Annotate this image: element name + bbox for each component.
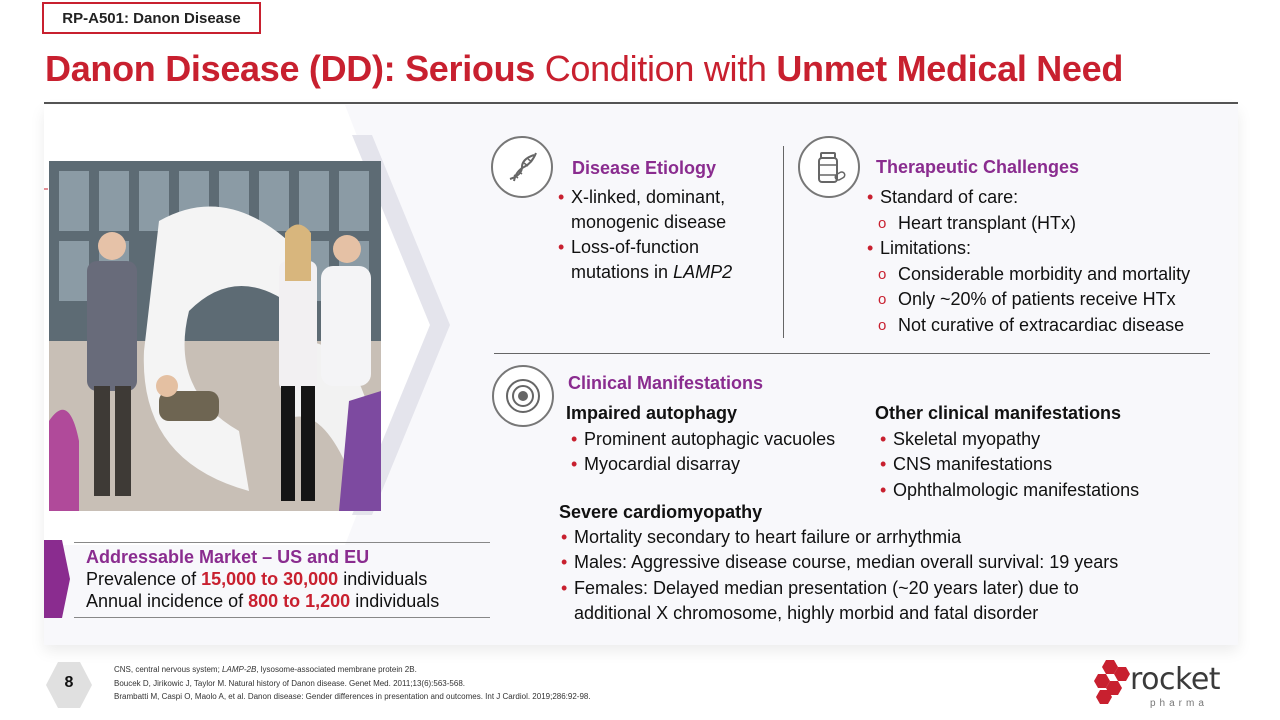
dna-icon [491,136,553,198]
medicine-bottle-icon [798,136,860,198]
autophagy-item-2: • Myocardial disarray [584,452,740,477]
market-chevron [44,540,74,618]
footnote-ref-2: Brambatti M, Caspi O, Maolo A, et al. Danon disease: Gender differences in presentation and outcomes. Int J Cardiol. 2019;286:92-98. [114,692,591,701]
cardio-item-2: • Males: Aggressive disease course, median overall survival: 19 years [574,550,1118,575]
slide-title: Danon Disease (DD): Serious Condition with Unmet Medical Need [45,48,1124,89]
therapeutic-sub-2: o Considerable morbidity and mortality [898,262,1190,287]
logo-subtitle: pharma [1150,698,1208,709]
etiology-heading: Disease Etiology [572,158,717,178]
footnote-abbrev: CNS, central nervous system; LAMP-2B, lysosome-associated membrane protein 2B. [114,665,417,674]
market-heading: Addressable Market – US and EU [86,547,370,567]
vertical-divider [783,146,784,338]
page-number: 8 [64,674,74,691]
addressable-market-box [44,540,447,618]
other-item-3: • Ophthalmologic manifestations [893,478,1139,503]
cardio-item-3-cont: additional X chromosome, highly morbid and fatal disorder [574,603,1039,623]
other-item-2: • CNS manifestations [893,452,1052,477]
therapeutic-sub-1: o Heart transplant (HTx) [898,211,1076,236]
therapeutic-sub-3: o Only ~20% of patients receive HTx [898,287,1176,312]
patient-photo [49,161,381,511]
target-icon [492,365,554,427]
logo-wordmark: rocket [1130,662,1221,697]
patient-photo-illustration [49,161,381,511]
page-number-badge [44,660,94,710]
hexagon-logo-icon [1094,658,1134,708]
rocket-pharma-logo [1094,656,1224,712]
horizontal-divider [494,353,1210,354]
autophagy-item-1: • Prominent autophagic vacuoles [584,427,835,452]
market-prevalence: Prevalence of 15,000 to 30,000 individuals [86,569,428,589]
therapeutic-heading: Therapeutic Challenges [876,157,1080,177]
market-rule-bottom [74,617,490,618]
etiology-bullet-2: • Loss-of-function [571,235,699,260]
cardio-item-1: • Mortality secondary to heart failure or arrhythmia [574,525,961,550]
market-rule-top [74,542,490,543]
etiology-bullet-1: • X-linked, dominant, [571,185,725,210]
therapeutic-bullet-2: • Limitations: [880,236,971,261]
clinical-heading: Clinical Manifestations [568,373,764,393]
other-manifestations-heading: Other clinical manifestations [875,403,1122,423]
etiology-bullet-2-cont: mutations in LAMP2 [571,262,733,282]
therapeutic-sub-4: o Not curative of extracardiac disease [898,313,1184,338]
market-incidence: Annual incidence of 800 to 1,200 individuals [86,591,440,611]
cardiomyopathy-heading: Severe cardiomyopathy [559,502,763,522]
other-item-1: • Skeletal myopathy [893,427,1040,452]
etiology-bullet-1-cont: monogenic disease [571,212,727,232]
cardio-item-3: • Females: Delayed median presentation (~20 years later) due to [574,576,1079,601]
footnote-ref-1: Boucek D, Jirikowic J, Taylor M. Natural history of Danon disease. Genet Med. 2011;13(6):563-568. [114,679,465,688]
autophagy-heading: Impaired autophagy [566,403,738,423]
slide-tag: RP-A501: Danon Disease [42,2,261,34]
title-divider [44,102,1238,104]
therapeutic-bullet-1: • Standard of care: [880,185,1018,210]
